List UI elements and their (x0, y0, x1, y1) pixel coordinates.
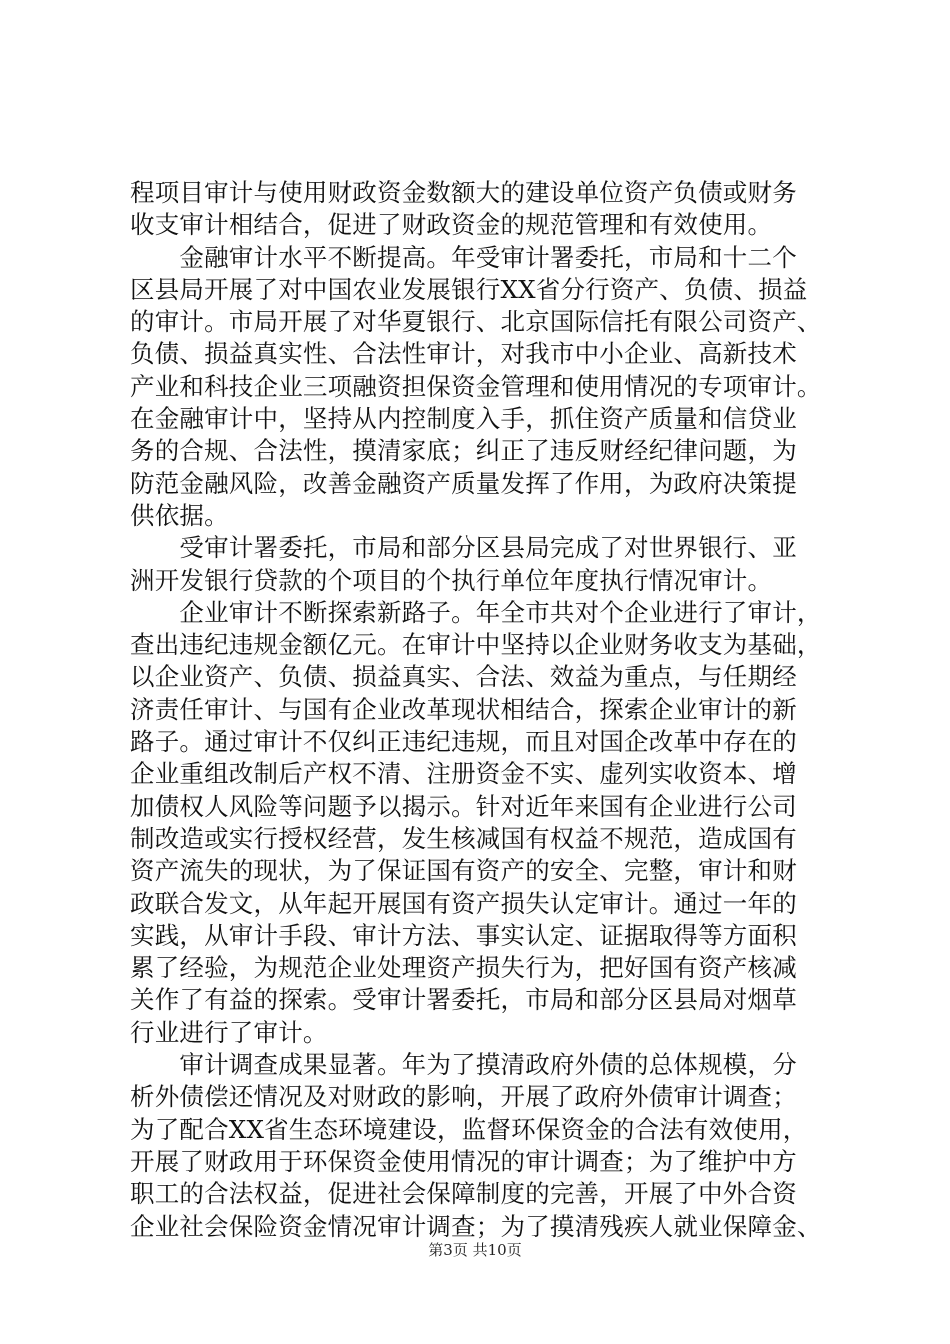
text-line: 受审计署委托，市局和部分区县局完成了对世界银行、亚 (130, 533, 797, 563)
text-line: 企业社会保险资金情况审计调查；为了摸清残疾人就业保障金、 (130, 1211, 822, 1241)
text-line: 行业进行了审计。 (130, 1017, 328, 1047)
text-line: 负债、损益真实性、合法性审计，对我市中小企业、高新技术 (130, 339, 797, 369)
text-line: 以企业资产、负债、损益真实、合法、效益为重点，与任期经 (130, 662, 797, 692)
text-line: 产业和科技企业三项融资担保资金管理和使用情况的专项审计。 (130, 371, 822, 401)
text-line: 的审计。市局开展了对华夏银行、北京国际信托有限公司资产、 (130, 307, 822, 337)
text-line: 务的合规、合法性，摸清家底；纠正了违反财经纪律问题，为 (130, 436, 797, 466)
text-line: 查出违纪违规金额亿元。在审计中坚持以企业财务收支为基础， (130, 630, 822, 660)
text-line: 制改造或实行授权经营，发生核减国有权益不规范，造成国有 (130, 823, 797, 853)
text-line: 职工的合法权益，促进社会保障制度的完善，开展了中外合资 (130, 1179, 797, 1209)
text-line: 政联合发文，从年起开展国有资产损失认定审计。通过一年的 (130, 888, 797, 918)
text-line: 实践，从审计手段、审计方法、事实认定、证据取得等方面积 (130, 920, 797, 950)
text-line: 开展了财政用于环保资金使用情况的审计调查；为了维护中方 (130, 1146, 797, 1176)
document-body (130, 177, 845, 1243)
text-line: 在金融审计中，坚持从内控制度入手，抓住资产质量和信贷业 (130, 404, 797, 434)
text-line: 审计调查成果显著。年为了摸清政府外债的总体规模，分 (130, 1050, 797, 1080)
text-line: 供依据。 (130, 500, 229, 530)
text-line: 洲开发银行贷款的个项目的个执行单位年度执行情况审计。 (130, 565, 773, 595)
text-line: 析外债偿还情况及对财政的影响，开展了政府外债审计调查； (130, 1082, 797, 1112)
text-line: 加债权人风险等问题予以揭示。针对近年来国有企业进行公司 (130, 791, 797, 821)
page-number-label: 第3页 共10页 (428, 1241, 522, 1259)
text-line: 路子。通过审计不仅纠正违纪违规，而且对国企改革中存在的 (130, 727, 797, 757)
text-line: 收支审计相结合，促进了财政资金的规范管理和有效使用。 (130, 210, 773, 240)
text-line: 企业重组改制后产权不清、注册资金不实、虚列实收资本、增 (130, 759, 797, 789)
text-line: 济责任审计、与国有企业改革现状相结合，探索企业审计的新 (130, 694, 797, 724)
text-line: 为了配合XX省生态环境建设，监督环保资金的合法有效使用， (130, 1114, 808, 1144)
text-line: 金融审计水平不断提高。年受审计署委托，市局和十二个 (130, 242, 797, 272)
text-line: 资产流失的现状，为了保证国有资产的安全、完整，审计和财 (130, 856, 797, 886)
text-line: 企业审计不断探索新路子。年全市共对个企业进行了审计， (130, 597, 822, 627)
page-footer (0, 1240, 950, 1260)
text-line: 区县局开展了对中国农业发展银行XX省分行资产、负债、损益 (130, 274, 808, 304)
text-line: 防范金融风险，改善金融资产质量发挥了作用，为政府决策提 (130, 468, 797, 498)
text-line: 程项目审计与使用财政资金数额大的建设单位资产负债或财务 (130, 178, 797, 207)
text-line: 累了经验，为规范企业处理资产损失行为，把好国有资产核减 (130, 953, 797, 983)
text-line: 关作了有益的探索。受审计署委托，市局和部分区县局对烟草 (130, 985, 797, 1015)
